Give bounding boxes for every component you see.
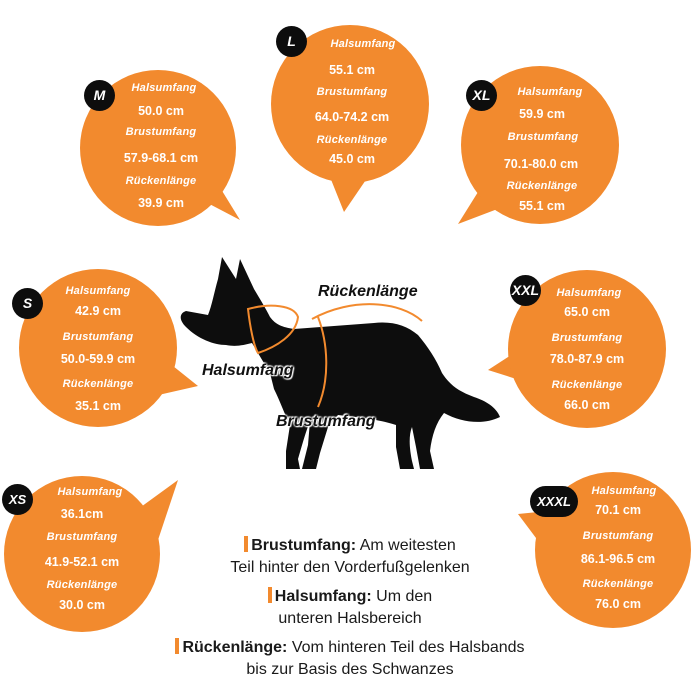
description-line1: Um den [376,588,433,605]
description-line1: Am weitesten [359,537,456,554]
rueckenlaenge-label: Rückenlänge [551,379,623,391]
accent-bar [244,536,248,552]
halsumfang-label: Halsumfang [131,82,197,94]
brustumfang-label: Brustumfang [62,331,134,343]
description-line2: Teil hinter den Vorderfußgelenken [230,559,470,576]
description-rueckenlaenge [150,637,550,681]
description-halsumfang [150,586,550,630]
dog-label-neck: Halsumfang [202,362,294,379]
description-term: Rückenlänge: [182,639,288,656]
brustumfang-value: 50.0-59.9 cm [60,352,136,366]
description-brustumfang [150,535,550,579]
halsumfang-value: 70.1 cm [595,503,641,517]
brustumfang-value: 64.0-74.2 cm [314,110,390,124]
rueckenlaenge-value: 45.0 cm [329,152,375,166]
dog-label-chest: Brustumfang [276,413,376,430]
description-term: Brustumfang: [251,537,357,554]
brustumfang-value: 41.9-52.1 cm [44,555,120,569]
halsumfang-label: Halsumfang [517,86,583,98]
halsumfang-label: Halsumfang [330,38,396,50]
halsumfang-label: Halsumfang [556,287,622,299]
brustumfang-value: 70.1-80.0 cm [503,157,579,171]
brustumfang-label: Brustumfang [582,530,654,542]
rueckenlaenge-value: 39.9 cm [138,196,184,210]
description-term: Halsumfang: [274,588,372,605]
brustumfang-value: 86.1-96.5 cm [580,552,656,566]
size-badge-xxl: XXL [510,275,541,306]
rueckenlaenge-label: Rückenlänge [582,578,654,590]
halsumfang-label: Halsumfang [65,285,131,297]
description-line1: Vom hinteren Teil des Halsbands [291,639,525,656]
size-badge-l: L [276,26,307,57]
description-line2: unteren Halsbereich [278,610,422,627]
rueckenlaenge-label: Rückenlänge [125,175,197,187]
brustumfang-label: Brustumfang [551,332,623,344]
size-badge-xxxl: XXXL [530,486,578,517]
halsumfang-value: 42.9 cm [75,304,121,318]
rueckenlaenge-value: 76.0 cm [595,597,641,611]
rueckenlaenge-value: 55.1 cm [519,199,565,213]
halsumfang-value: 50.0 cm [138,104,184,118]
brustumfang-value: 78.0-87.9 cm [549,352,625,366]
halsumfang-value: 36.1cm [60,507,104,521]
brustumfang-label: Brustumfang [125,126,197,138]
rueckenlaenge-label: Rückenlänge [316,134,388,146]
size-bubble-s [18,268,198,428]
dog-label-back: Rückenlänge [318,283,418,300]
size-badge-s: S [12,288,43,319]
rueckenlaenge-label: Rückenlänge [46,579,118,591]
rueckenlaenge-value: 30.0 cm [59,598,105,612]
brustumfang-value: 57.9-68.1 cm [123,151,199,165]
size-badge-xs: XS [2,484,33,515]
accent-bar [268,587,272,603]
rueckenlaenge-label: Rückenlänge [506,180,578,192]
halsumfang-label: Halsumfang [591,485,657,497]
rueckenlaenge-value: 35.1 cm [75,399,121,413]
brustumfang-label: Brustumfang [507,131,579,143]
brustumfang-label: Brustumfang [46,531,118,543]
description-line2: bis zur Basis des Schwanzes [246,661,454,678]
size-badge-m: M [84,80,115,111]
rueckenlaenge-value: 66.0 cm [564,398,610,412]
halsumfang-value: 59.9 cm [519,107,565,121]
accent-bar [175,638,179,654]
back-guide [312,304,422,321]
halsumfang-label: Halsumfang [57,486,123,498]
rueckenlaenge-label: Rückenlänge [62,378,134,390]
halsumfang-value: 65.0 cm [564,305,610,319]
size-badge-xl: XL [466,80,497,111]
brustumfang-label: Brustumfang [316,86,388,98]
halsumfang-value: 55.1 cm [329,63,375,77]
